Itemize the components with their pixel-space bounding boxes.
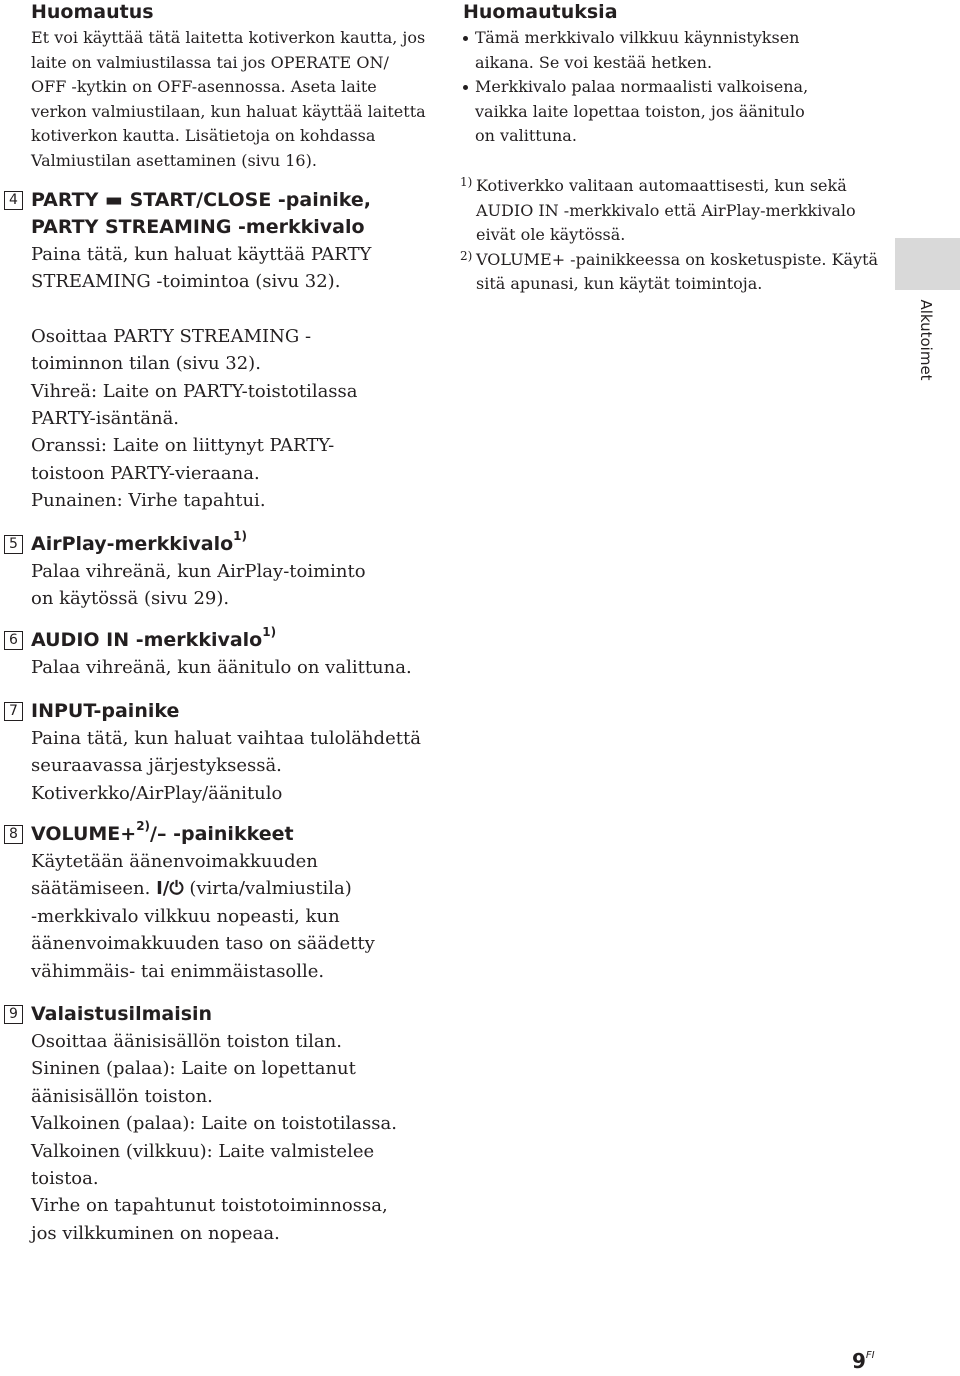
section-label-text: Alkutoimet <box>917 299 935 381</box>
item-body <box>31 725 421 807</box>
item-number: 5 <box>4 535 23 554</box>
page-number <box>852 1350 875 1372</box>
item-heading-text: VOLUME+ <box>31 823 137 845</box>
item-heading <box>9 187 372 241</box>
item-body-line: Paina tätä, kun haluat vaihtaa tulolähdettä <box>31 728 421 749</box>
item-body-line: Käytetään äänenvoimakkuuden <box>31 851 318 872</box>
item-heading <box>9 698 421 725</box>
item-9 <box>9 1001 397 1247</box>
item-8 <box>9 818 375 985</box>
footnote-ref: 1) <box>262 624 277 639</box>
section-tab <box>895 238 960 290</box>
list-item <box>463 75 883 149</box>
item-body-line: vähimmäis- tai enimmäistasolle. <box>31 960 325 982</box>
page-language-suffix: FI <box>865 1350 875 1362</box>
bullet-icon <box>463 36 468 41</box>
item-heading-text: AirPlay-merkkivalo <box>31 533 234 555</box>
item-body-line: Oranssi: Laite on liittynyt PARTY- <box>31 435 335 457</box>
item-heading <box>9 818 375 848</box>
note-text <box>31 26 426 174</box>
list-item <box>463 26 883 75</box>
item-body-line: äänisisällön toiston. <box>31 1085 213 1107</box>
section-label <box>906 300 946 380</box>
item-body-line <box>31 875 375 902</box>
note-line: OFF -kytkin on OFF-asennossa. Aseta laite <box>31 77 377 97</box>
item-body-line: Osoittaa PARTY STREAMING - <box>31 325 312 347</box>
note-title: Huomautus <box>31 1 154 23</box>
item-body-line: PARTY-isäntänä. <box>31 408 180 430</box>
item-heading-line: PARTY ▬ START/CLOSE -painike, <box>31 189 372 211</box>
footnote <box>460 248 879 297</box>
item-number: 8 <box>4 825 23 844</box>
footnote-ref: 2) <box>136 818 151 833</box>
item-body-line: toiminnon tilan (sivu 32). <box>31 353 261 375</box>
footnote-line: eivät ole käytössä. <box>476 225 626 245</box>
right-column <box>460 0 883 294</box>
footnote-mark: 2) <box>460 248 473 263</box>
item-heading <box>9 624 412 654</box>
notes-title: Huomautuksia <box>463 1 618 23</box>
note-line: verkon valmiustilaan, kun haluat käyttää laitetta <box>31 101 426 121</box>
item-body-line: Paina tätä, kun haluat käyttää PARTY <box>31 244 372 265</box>
item-body-text: (virta/valmiustila) <box>189 878 352 900</box>
item-body-text: säätämiseen. <box>31 878 151 900</box>
item-body-line: Osoittaa äänisisällön toiston tilan. <box>31 1031 342 1052</box>
item-7 <box>9 698 421 807</box>
list-item-line: on valittuna. <box>475 126 577 146</box>
item-body-line: Vihreä: Laite on PARTY-toistotilassa <box>31 380 358 402</box>
footnote-line: Kotiverkko valitaan automaattisesti, kun sekä <box>476 176 847 195</box>
page-number-text: 9 <box>852 1349 866 1373</box>
note-block <box>31 0 426 174</box>
item-body-line: seuraavassa järjestyksessä. <box>31 755 282 777</box>
item-body <box>31 241 371 296</box>
footnote <box>460 174 878 248</box>
item-6 <box>9 624 412 681</box>
item-heading-text: Valaistusilmaisin <box>31 1003 213 1025</box>
note-line: kotiverkon kautta. Lisätietoja on kohdassa <box>31 126 376 146</box>
item-number: 6 <box>4 631 23 650</box>
footnote-ref: 1) <box>233 528 247 543</box>
item-number: 4 <box>4 191 23 210</box>
note-line: Et voi käyttää tätä laitetta kotiverkon kautta, jos <box>31 28 426 47</box>
item-4 <box>9 187 372 515</box>
item-body-line: Punainen: Virhe tapahtui. <box>31 490 266 512</box>
item-body <box>31 848 375 985</box>
note-line: Valmiustilan asettaminen (sivu 16). <box>31 150 317 170</box>
notes-list <box>463 26 883 149</box>
item-heading-text: /– -painikkeet <box>150 823 294 845</box>
power-icon: I/⏻ <box>156 878 184 900</box>
item-body-line: toistoon PARTY-vieraana. <box>31 462 260 484</box>
item-body-line: Kotiverkko/AirPlay/äänitulo <box>31 782 283 804</box>
item-body-line: STREAMING -toimintoa (sivu 32). <box>31 271 341 293</box>
item-heading-text: AUDIO IN -merkkivalo <box>31 629 263 651</box>
list-item-line: Tämä merkkivalo vilkkuu käynnistyksen <box>475 28 800 47</box>
item-body-line: Palaa vihreänä, kun äänitulo on valittuna. <box>31 657 412 678</box>
footnote-mark: 1) <box>460 175 473 189</box>
footnote-line: sitä apunasi, kun käytät toimintoja. <box>476 274 763 294</box>
item-heading <box>9 1001 397 1028</box>
item-body-line: jos vilkkuminen on nopeaa. <box>31 1222 280 1244</box>
bullet-icon <box>463 85 468 90</box>
list-item-line: Merkkivalo palaa normaalisti valkoisena, <box>475 77 809 97</box>
item-body-line: Valkoinen (palaa): Laite on toistotilassa. <box>31 1113 397 1135</box>
item-body-line: Valkoinen (vilkkuu): Laite valmistelee <box>31 1140 375 1162</box>
item-body-line: toistoa. <box>31 1168 99 1190</box>
item-body <box>31 1028 397 1247</box>
list-item-line: vaikka laite lopettaa toiston, jos äänitulo <box>475 101 805 121</box>
item-heading <box>9 528 366 558</box>
item-body-line: Sininen (palaa): Laite on lopettanut <box>31 1058 356 1080</box>
item-body <box>31 654 412 681</box>
item-heading-line: PARTY STREAMING -merkkivalo <box>31 216 365 238</box>
item-body <box>31 558 366 613</box>
item-body-line: -merkkivalo vilkkuu nopeasti, kun <box>31 905 340 927</box>
item-body-line: Palaa vihreänä, kun AirPlay-toiminto <box>31 561 366 582</box>
note-line: laite on valmiustilassa tai jos OPERATE ON/ <box>31 52 389 72</box>
footnote-line: VOLUME+ -painikkeessa on kosketuspiste. Käytä <box>476 249 879 269</box>
item-number: 7 <box>4 702 23 721</box>
footnotes <box>460 174 879 297</box>
item-heading-text: INPUT-painike <box>31 700 180 722</box>
footnote-line: AUDIO IN -merkkivalo että AirPlay-merkkivalo <box>476 200 856 220</box>
item-body-status <box>31 323 371 515</box>
item-5 <box>9 528 366 613</box>
item-number: 9 <box>4 1005 23 1024</box>
item-body-line: äänenvoimakkuuden taso on säädetty <box>31 933 375 955</box>
item-body-line: Virhe on tapahtunut toistotoiminnossa, <box>31 1195 388 1217</box>
item-body-line: on käytössä (sivu 29). <box>31 588 230 610</box>
list-item-line: aikana. Se voi kestää hetken. <box>475 52 713 72</box>
